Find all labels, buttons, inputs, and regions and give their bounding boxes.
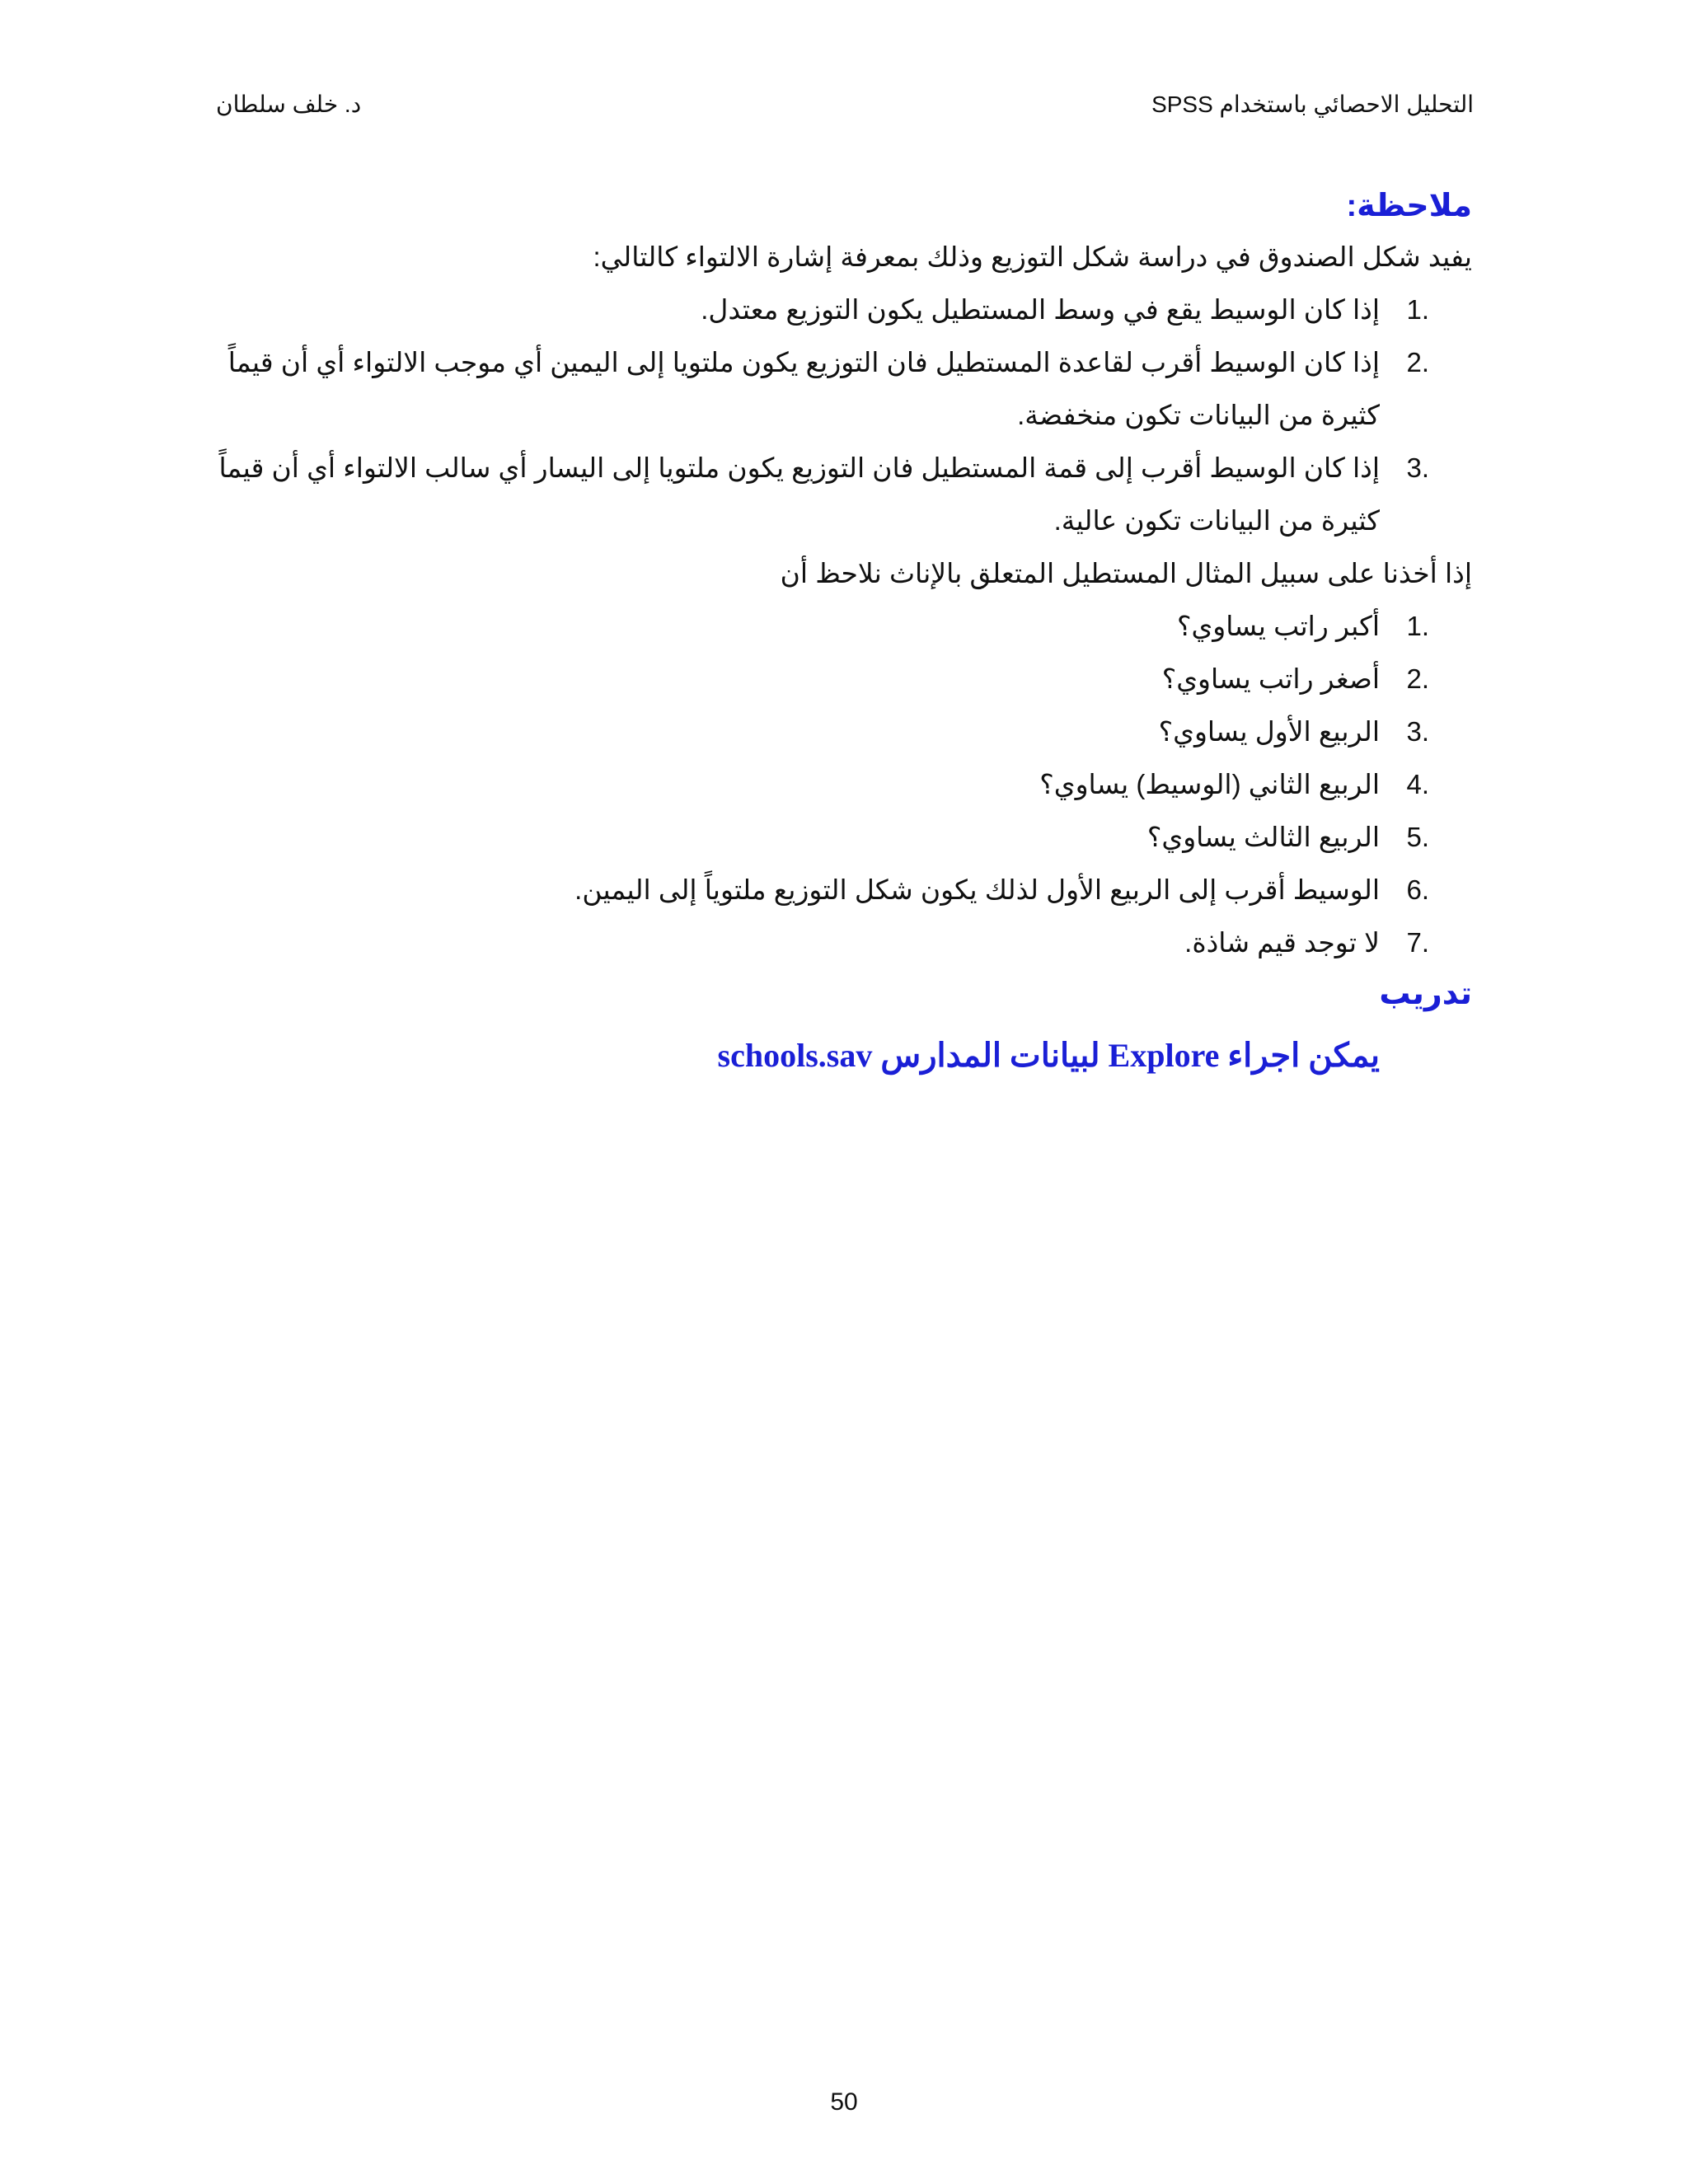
list-item	[206, 758, 1472, 811]
list-item-number: 2.	[1406, 663, 1429, 694]
list-item-number: 2.	[1406, 347, 1429, 377]
list-item-text: الوسيط أقرب إلى الربيع الأول لذلك يكون شكل التوزيع ملتوياً إلى اليمين.	[574, 874, 1380, 905]
list-item-number: 1.	[1406, 294, 1429, 325]
example-list	[206, 600, 1472, 969]
list-item	[206, 864, 1472, 916]
list-item-number: 7.	[1406, 927, 1429, 958]
list-item-text: أصغر راتب يساوي؟	[1161, 663, 1380, 694]
list-item-number: 3.	[1406, 716, 1429, 747]
list-item-text: الربيع الأول يساوي؟	[1158, 716, 1380, 747]
list-item	[206, 705, 1472, 758]
list-item-text: الربيع الثاني (الوسيط) يساوي؟	[1039, 769, 1380, 799]
list-item	[206, 653, 1472, 705]
list-item-number: 6.	[1406, 874, 1429, 905]
header-title: التحليل الاحصائي باستخدام SPSS	[1151, 91, 1474, 117]
header-author: د. خلف سلطان	[216, 91, 362, 117]
list-item	[206, 600, 1472, 653]
list-item	[206, 284, 1472, 336]
example-intro: إذا أخذنا على سبيل المثال المستطيل المتعلق بالإناث نلاحظ أن	[780, 558, 1472, 588]
list-item-text: لا توجد قيم شاذة.	[1184, 927, 1380, 958]
list-item-text: أكبر راتب يساوي؟	[1176, 611, 1380, 641]
list-item	[206, 336, 1472, 442]
note-list	[206, 284, 1472, 547]
list-item-number: 3.	[1406, 452, 1429, 483]
list-item-number: 1.	[1406, 611, 1429, 641]
list-item-text: إذا كان الوسيط يقع في وسط المستطيل يكون التوزيع معتدل.	[701, 294, 1380, 325]
list-item	[206, 811, 1472, 864]
note-heading: ملاحظة:	[1346, 189, 1472, 223]
list-item	[206, 916, 1472, 969]
list-item-number: 5.	[1406, 822, 1429, 852]
note-intro: يفيد شكل الصندوق في دراسة شكل التوزيع وذلك بمعرفة إشارة الالتواء كالتالي:	[593, 241, 1472, 272]
list-item-number: 4.	[1406, 769, 1429, 799]
list-item-text: إذا كان الوسيط أقرب إلى قمة المستطيل فان التوزيع يكون ملتويا إلى اليسار أي سالب الالتواء أي أن قيماً كثيرة من البيانات تكون عالية.	[218, 452, 1380, 536]
list-item	[206, 442, 1472, 547]
page-number: 50	[830, 2088, 858, 2116]
list-item-text: الربيع الثالث يساوي؟	[1146, 822, 1380, 852]
list-item-text: إذا كان الوسيط أقرب لقاعدة المستطيل فان التوزيع يكون ملتويا إلى اليمين أي موجب الالتواء أي أن قيماً كثيرة من البيانات تكون منخفضة.	[227, 347, 1380, 430]
training-text: يمكن اجراء Explore لبيانات المدارس schools.sav	[717, 1037, 1380, 1074]
page-content	[206, 181, 1472, 1085]
training-heading: تدريب	[1379, 977, 1472, 1011]
